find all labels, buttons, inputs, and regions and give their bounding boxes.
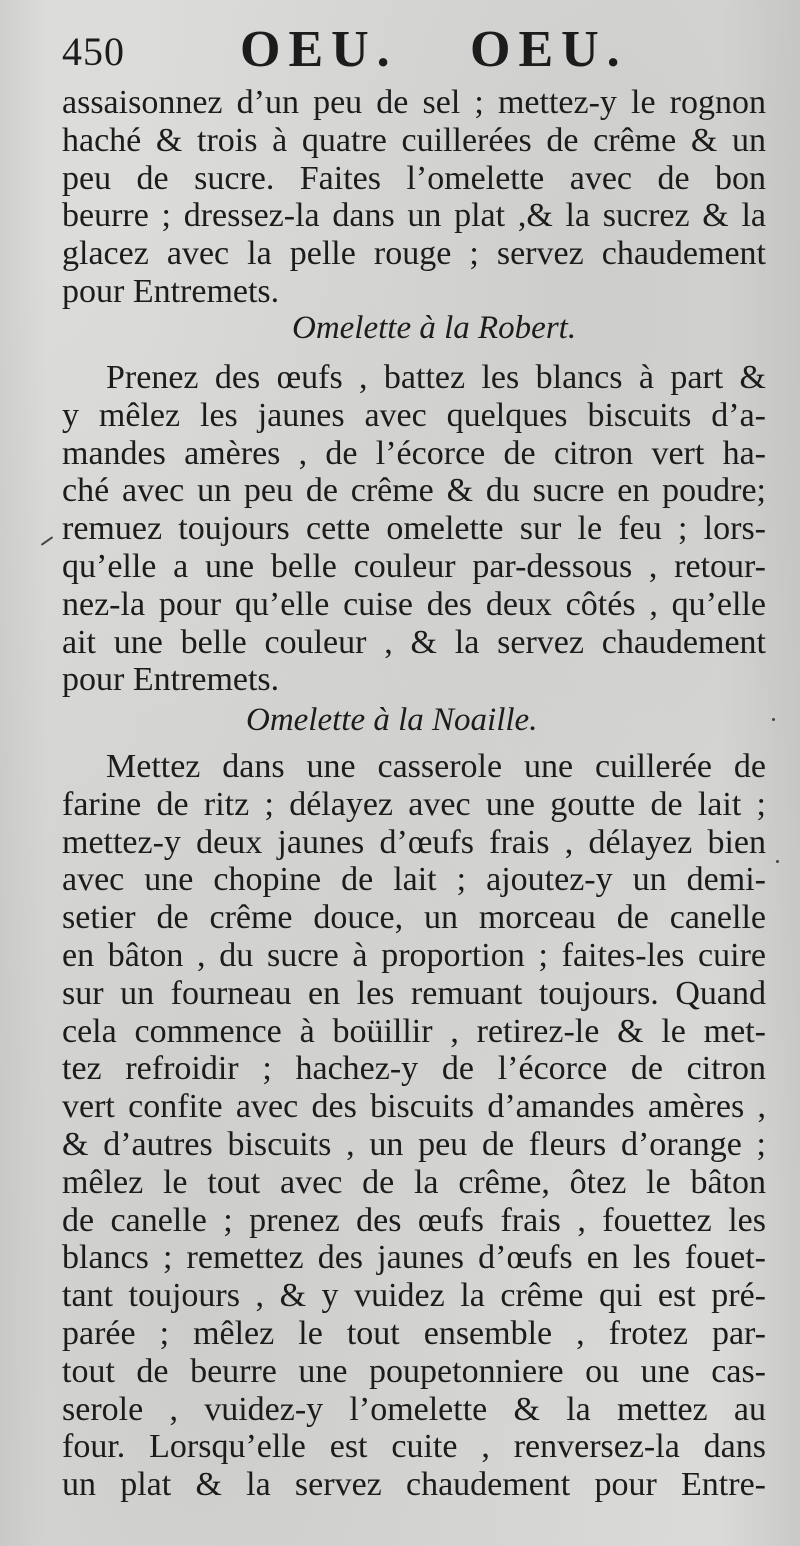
text-line: remuez toujours cette omelette sur le feu ; lors- [62, 510, 766, 548]
text-line: vert confite avec des biscuits d’amandes amères , [62, 1088, 766, 1126]
running-head [62, 20, 782, 76]
text-line: mandes amères , de l’écorce de citron vert ha- [62, 434, 766, 472]
text-line: assaisonnez d’un peu de sel ; mettez-y le rognon [62, 84, 766, 121]
text-line: nez-la pour qu’elle cuise des deux côtés , qu’elle [62, 585, 766, 623]
text-line: & d’autres biscuits , un peu de fleurs d’orange ; [62, 1125, 766, 1163]
text-line: un plat & la servez chaudement pour Entre- [62, 1466, 766, 1504]
text-line: sur un fourneau en les remuant toujours. Quand [62, 974, 766, 1012]
text-line: mêlez le tout avec de la crême, ôtez le bâton [62, 1163, 766, 1201]
ink-speck [772, 718, 775, 721]
text-line: Prenez des œufs , battez les blancs à part & [106, 359, 766, 396]
text-line: Mettez dans une casserole une cuillerée de [106, 748, 766, 785]
ink-speck [776, 860, 779, 863]
text-line: setier de crême douce, un morceau de canelle [62, 899, 766, 937]
recipe-heading-noaille: Omelette à la Noaille. [246, 702, 538, 738]
text-line: y mêlez les jaunes avec quelques biscuits d’a- [62, 396, 766, 434]
text-line: parée ; mêlez le tout ensemble , frotez par- [62, 1314, 766, 1352]
text-line: farine de ritz ; délayez avec une goutte de lait ; [62, 785, 766, 823]
text-line: four. Lorsqu’elle est cuite , renversez-la dans [62, 1428, 766, 1466]
running-head-right: OEU. [470, 21, 628, 78]
text-line: avec une chopine de lait ; ajoutez-y un demi- [62, 861, 766, 899]
text-line: en bâton , du sucre à proportion ; faites-les cuire [62, 936, 766, 974]
text-line: de canelle ; prenez des œufs frais , fouettez les [62, 1201, 766, 1239]
text-line: tout de beurre une poupetonniere ou une cas- [62, 1352, 766, 1390]
recipe-heading-robert: Omelette à la Robert. [292, 310, 577, 346]
text-line: tez refroidir ; hachez-y de l’écorce de citron [62, 1050, 766, 1088]
text-line: ait une belle couleur , & la servez chaudement [62, 623, 766, 661]
continuation-paragraph [62, 84, 766, 311]
text-line: cela commence à boüillir , retirez-le & le met- [62, 1012, 766, 1050]
text-line: peu de sucre. Faites l’omelette avec de bon [62, 159, 766, 197]
text-line: qu’elle a une belle couleur par-dessous , retour- [62, 547, 766, 585]
text-line: blancs ; remettez des jaunes d’œufs en les fouet- [62, 1239, 766, 1277]
text-line: tant toujours , & y vuidez la crême qui est pré- [62, 1277, 766, 1315]
text-line: beurre ; dressez-la dans un plat ,& la sucrez & la [62, 197, 766, 235]
text-line: glacez avec la pelle rouge ; servez chaudement [62, 235, 766, 273]
text-line: serole , vuidez-y l’omelette & la mettez au [62, 1390, 766, 1428]
text-line: ché avec un peu de crême & du sucre en poudre; [62, 472, 766, 510]
running-head-left: OEU. [240, 21, 398, 78]
ink-speck [41, 536, 54, 546]
page-number: 450 [62, 29, 125, 74]
recipe-paragraph-robert [62, 359, 766, 699]
text-line: mettez-y deux jaunes d’œufs frais , délayez bien [62, 823, 766, 861]
recipe-paragraph-noaille [62, 748, 766, 1504]
text-line: haché & trois à quatre cuillerées de crême & un [62, 121, 766, 159]
text-line: pour Entremets. [62, 661, 280, 699]
text-line: pour Entremets. [62, 272, 280, 310]
